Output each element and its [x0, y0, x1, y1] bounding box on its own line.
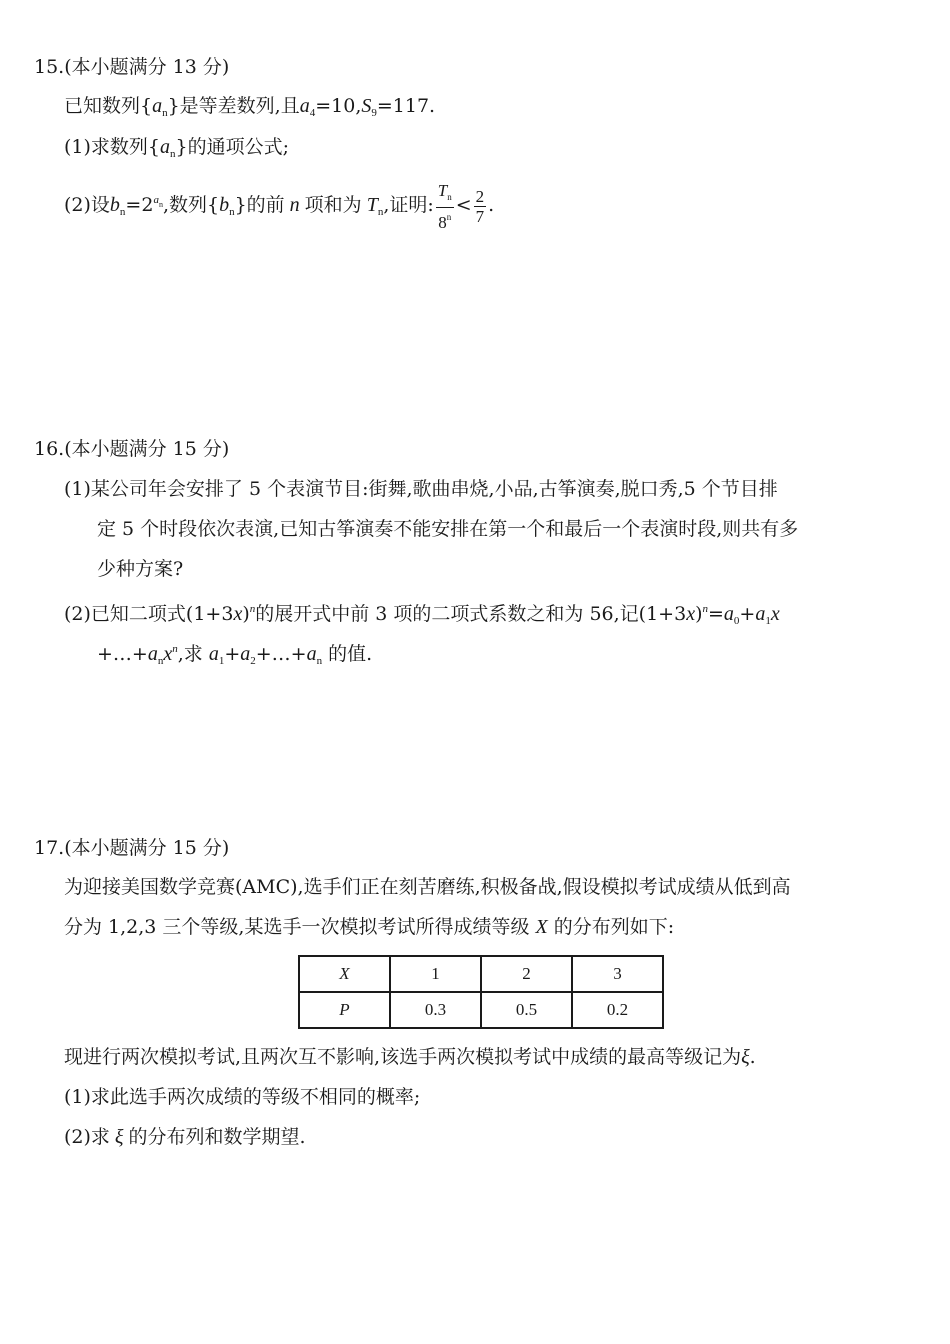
fraction-tn-8n: $\frac{T_n}{8^n}$	[437, 180, 452, 232]
q16-part2-line1: (2)已知二项式$(1+3x)^n$的展开式中前 3 项的二项式系数之和为 56,记$(1+3x)^n=a_0+a_1x$	[64, 603, 780, 627]
q17-stem-line1: 为迎接美国数学竞赛(AMC),选手们正在刻苦磨练,积极备战,假设模拟考试成绩从低到高	[64, 876, 791, 898]
q15-part1: (1)求数列$\{a_n\}$的通项公式;	[64, 136, 290, 160]
table-cell: 2	[481, 956, 572, 992]
q15-part2: (2)设$b_n=2^{a_n}$,数列$\{b_n\}$的前 n 项和为 $T_n$,证明: $\frac{T_n}{8^n}$ < $\frac{2}{7}$ .	[64, 180, 495, 232]
q15-stem: 已知数列$\{a_n\}$是等差数列,且$a_4=10,S_9=117$.	[64, 95, 436, 119]
table-cell: 1	[390, 956, 481, 992]
fraction-2-7: $\frac{2}{7}$	[475, 186, 485, 226]
q17-part1: (1)求此选手两次成绩的等级不相同的概率;	[64, 1086, 421, 1108]
q17-part2: (2)求 ξ 的分布列和数学期望.	[64, 1126, 306, 1148]
q16-part1-line1: (1)某公司年会安排了 5 个表演节目:街舞,歌曲串烧,小品,古筝演奏,脱口秀,5 个节目排	[64, 478, 778, 500]
q15-title: 15.(本小题满分 13 分)	[34, 56, 230, 78]
q17-stem-line2: 分为 1,2,3 三个等级,某选手一次模拟考试所得成绩等级 X 的分布列如下:	[64, 916, 675, 938]
table-row	[299, 956, 663, 992]
q17-after-table: 现进行两次模拟考试,且两次互不影响,该选手两次模拟考试中成绩的最高等级记为ξ.	[64, 1046, 756, 1068]
q16-part1-line2: 定 5 个时段依次表演,已知古筝演奏不能安排在第一个和最后一个表演时段,则共有多	[97, 518, 799, 540]
table-header-x: X	[299, 956, 390, 992]
table-cell: 3	[572, 956, 663, 992]
table-header-p: P	[299, 992, 390, 1028]
table-cell: 0.2	[572, 992, 663, 1028]
q16-part1-line3: 少种方案?	[97, 558, 184, 580]
q17-title: 17.(本小题满分 15 分)	[34, 837, 230, 859]
table-cell: 0.3	[390, 992, 481, 1028]
table-cell: 0.5	[481, 992, 572, 1028]
q16-part2-line2: $+\dots+a_nx^n$,求 $a_1+a_2+\dots+a_n$ 的值.	[97, 643, 373, 667]
table-row	[299, 992, 663, 1028]
q16-title: 16.(本小题满分 15 分)	[34, 438, 230, 460]
distribution-table	[298, 955, 664, 1029]
